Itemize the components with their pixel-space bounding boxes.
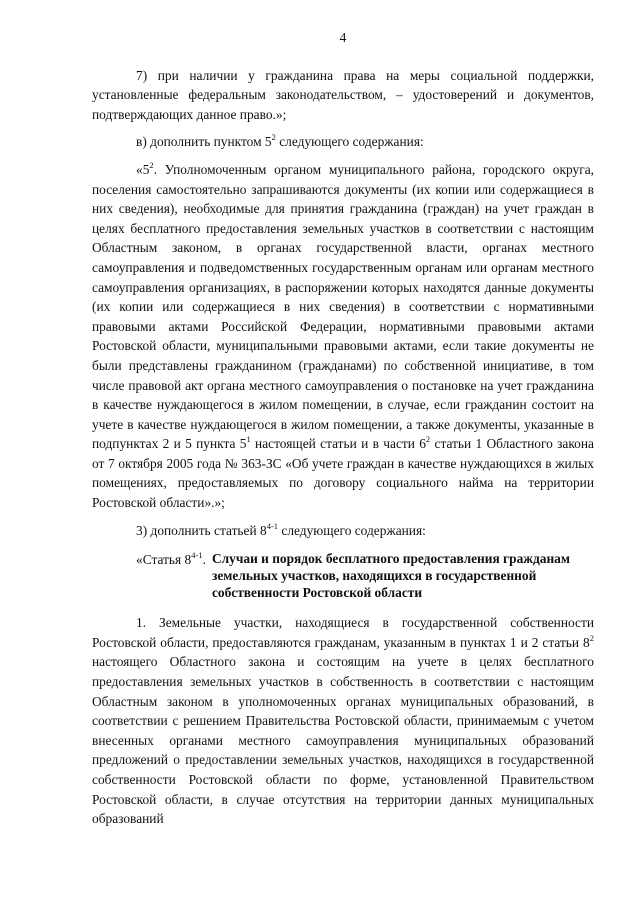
item-v-text-before: в) дополнить пунктом 5	[136, 134, 272, 150]
article-label	[136, 550, 206, 601]
item-3-superscript: 4-1	[266, 520, 279, 531]
article-heading	[92, 550, 594, 601]
point-5-2-text-3: статьи 1 Областного закона от 7 октября 2005 года № 363-ЗС «Об учете граждан в качестве нуждающихся в жилых помещениях, предоставляемых по договору социального найма на территории Ростовской области».»;	[92, 436, 594, 511]
part-1-text-1: 1. Земельные участки, находящиеся в государственной собственности Ростовской области, предоставляются гражданам, указанным в пунктах 1 и 2 статьи 8	[92, 615, 594, 650]
point-5-2-text-1: . Уполномоченным органом муниципального района, городского округа, поселения самостоятельно запрашиваются документы (их копии или содержащиеся в них сведения), необходимые для принятия гражданина (граждан) на учет граждан в целях бесплатного предоставления земельных участков в соответствии с настоящим Областным законом, в органах государственной власти, органах местного самоуправления и подведомственных государственным органам или органам местного самоуправления организациях, в распоряжении которых находятся данные документы (их копии или содержащиеся в них сведения) в соответствии с нормативными правовыми актами Российской Федерации, нормативными правовыми актами Ростовской области, муниципальными правовыми актами, если такие документы не были представлены гражданином (гражданами) по собственной инициативе, в том числе правовой акт органа местного самоуправления о постановке на учет гражданина в качестве нуждающегося в жилом помещении, в случае, если гражданин состоит на учете в качестве нуждающегося в жилом помещении, а также документы, указанные в подпунктах 2 и 5 пункта 5	[92, 161, 594, 452]
point-5-2-open: «5	[136, 161, 150, 177]
paragraph-point-5-2	[92, 160, 594, 513]
item-3-text-after: следующего содержания:	[278, 522, 426, 538]
part-1-superscript: 2	[589, 632, 594, 643]
point-5-2-text-2: настоящей статьи и в части 6	[250, 436, 426, 452]
point-5-2-superscript: 2	[149, 159, 154, 170]
paragraph-item-v	[92, 132, 594, 152]
item-v-superscript: 2	[271, 132, 276, 143]
paragraph-part-1	[92, 613, 594, 829]
item-3-text-before: 3) дополнить статьей 8	[136, 522, 267, 538]
paragraph-item-3	[92, 521, 594, 541]
article-label-text: «Статья 8	[136, 552, 192, 568]
point-5-1-superscript: 1	[246, 434, 251, 445]
part-1-text-2: настоящего Областного закона и состоящим на учете в целях бесплатного предоставления земельных участков в собственность в соответствии с настоящим Областным законом в уполномоченных органах муниципальных образований, в соответствии с решением Правительства Ростовской области, принимаемым с учетом внесенных органами местного самоуправления муниципальных образований предложений о предоставлении земельных участков, находящихся в государственной собственности Ростовской области по форме, установленной Правительством Ростовской области, в случае отсутствия на территории данных муниципальных образований	[92, 654, 594, 827]
paragraph-item-7: 7) при наличии у гражданина права на меры социальной поддержки, установленные федеральным законодательством, – удостоверений и документов, подтверждающих данное право.»;	[92, 67, 594, 122]
article-superscript: 4-1	[191, 550, 203, 561]
item-v-text-after: следующего содержания:	[275, 134, 424, 150]
page-number: 4	[339, 30, 347, 45]
article-title: Случаи и порядок бесплатного предоставления гражданам земельных участков, находящихся в государственной собственности Ростовской области	[211, 551, 570, 601]
part-6-2-superscript: 2	[425, 434, 431, 445]
article-label-dot: .	[202, 552, 206, 568]
